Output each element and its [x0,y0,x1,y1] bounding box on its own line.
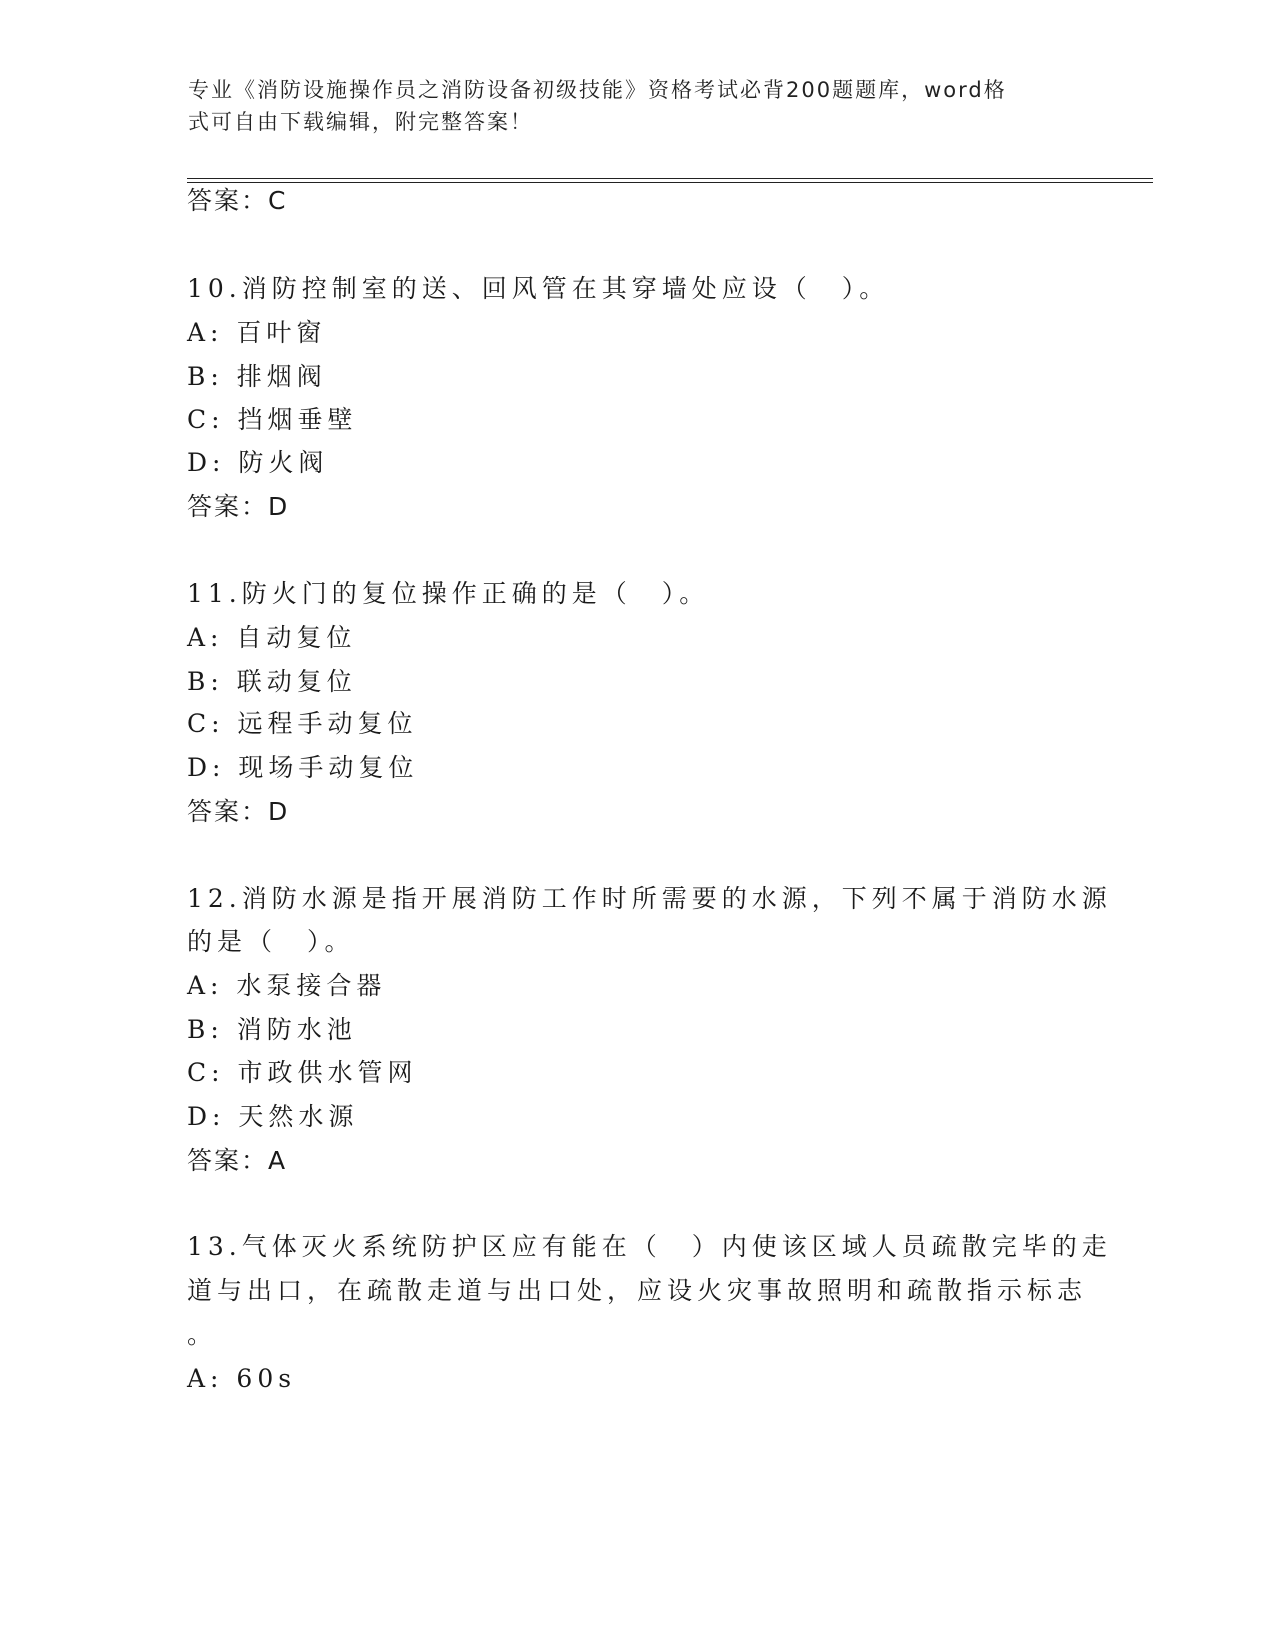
answer-line: 答案：C [187,186,288,215]
option-b: B: 消防水池 [187,1015,357,1044]
option-d: D: 防火阀 [187,448,329,477]
answer-line: 答案：A [187,1146,288,1175]
option-b: B: 排烟阀 [187,362,327,391]
question-stem: 12.消防水源是指开展消防工作时所需要的水源，下列不属于消防水源 [187,884,1112,913]
option-d: D: 现场手动复位 [187,753,419,782]
question-stem-continued: 。 [187,1320,218,1349]
answer-line: 答案：D [187,797,290,826]
answer-line: 答案：D [187,492,290,521]
document-header [188,74,1068,138]
question-stem-continued: 的是（ ）。 [187,927,355,956]
option-b: B: 联动复位 [187,667,357,696]
header-divider-bottom [187,182,1153,183]
option-a: A: 60s [187,1364,297,1393]
question-stem: 11.防火门的复位操作正确的是（ ）。 [187,579,710,608]
option-c: C: 市政供水管网 [187,1058,418,1087]
option-a: A: 自动复位 [187,623,357,652]
header-divider-top [187,178,1153,179]
option-a: A: 水泵接合器 [187,971,387,1000]
option-d: D: 天然水源 [187,1102,359,1131]
question-stem-continued: 道与出口，在疏散走道与出口处，应设火灾事故照明和疏散指示标志 [187,1276,1088,1305]
question-stem: 13.气体灭火系统防护区应有能在（ ）内使该区域人员疏散完毕的走 [187,1232,1112,1261]
header-line-2: 式可自由下载编辑，附完整答案！ [188,110,533,134]
option-a: A: 百叶窗 [187,318,327,347]
question-stem: 10.消防控制室的送、回风管在其穿墙处应设（ ）。 [187,274,890,303]
option-c: C: 远程手动复位 [187,709,418,738]
option-c: C: 挡烟垂壁 [187,405,358,434]
header-line-1: 专业《消防设施操作员之消防设备初级技能》资格考试必背200题题库，word格 [188,78,1007,102]
